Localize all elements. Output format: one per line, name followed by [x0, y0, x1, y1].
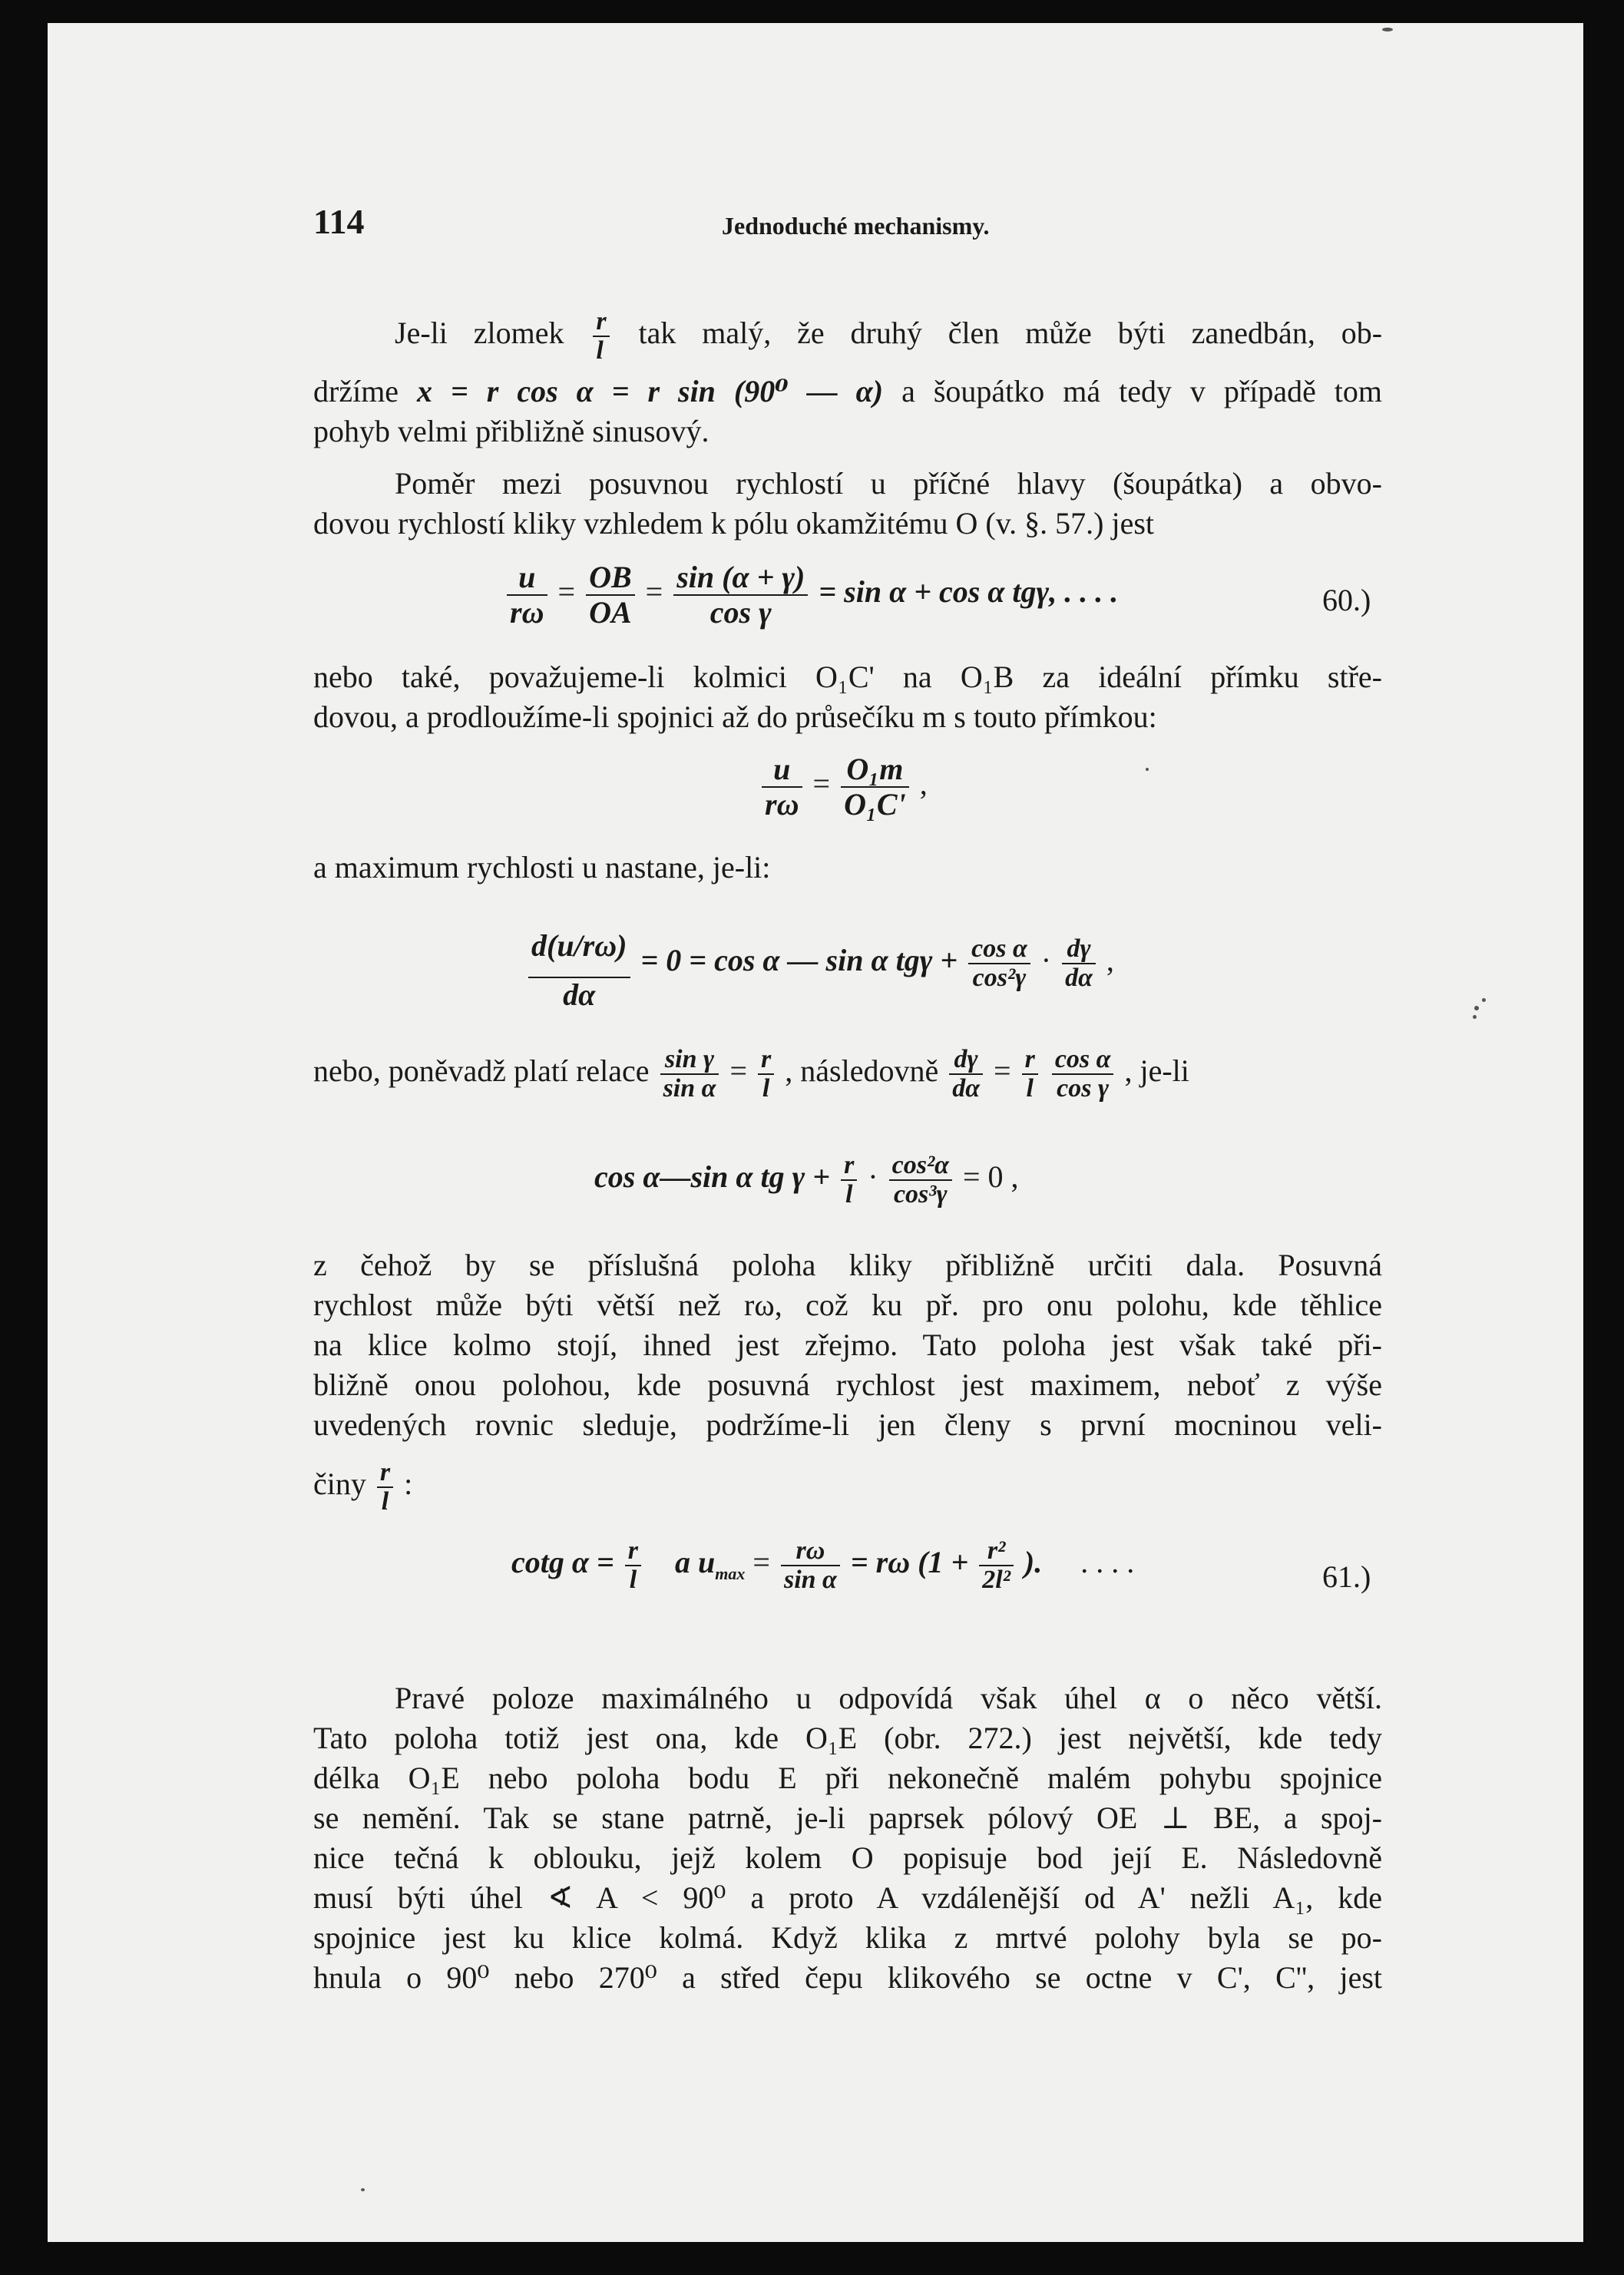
eq2-f2-num: O₁m	[841, 752, 909, 788]
equation-60-number: 60.)	[1322, 583, 1371, 617]
paragraph-4	[313, 848, 1382, 888]
para6-line6: musí býti úhel ∢ A < 90⁰ a proto A vzdálenější od A' nežli A₁, kde	[313, 1880, 1382, 1915]
para2-line1: Poměr mezi posuvnou rychlostí u příčné hlavy (šoupátka) a obvo-	[395, 466, 1382, 501]
para1-line2-equation: x = r cos α = r sin (90⁰ — α)	[417, 374, 884, 408]
para5-line6	[313, 1459, 412, 1516]
para1-line2-a: držíme	[313, 374, 399, 408]
para6-line5: nice tečná k oblouku, jejž kolem O popisuje bod její E. Následovně	[313, 1840, 1382, 1875]
eq2-f2-den: O₁C'	[844, 787, 906, 822]
para2-line2: dovou rychlostí kliky vzhledem k pólu okamžitému O (v. §. 57.) jest	[313, 506, 1154, 541]
eq61-dots: . . . .	[1080, 1545, 1135, 1580]
equation-derivative	[525, 915, 1114, 1012]
para6-line2: Tato poloha totiž jest ona, kde O₁E (obr. 272.) jest největší, kde tedy	[313, 1721, 1382, 1755]
eq5-tail: = 0 ,	[962, 1159, 1019, 1195]
eq4-tail: , je-li	[1124, 1053, 1189, 1089]
equation-u-over-rw: $\frac{u}{r\omega}$ = $\frac{\text{O₁m}}{\text{O₁C'}}$ ,	[759, 752, 928, 822]
equation-60: $\frac{u}{r\omega}$ = $\frac{OB}{OA}$ = $\frac{\sin (\alpha + \gamma)}{\text{cos γ}}$ = sin α + cos α tgγ, . . . .	[504, 560, 1118, 630]
para1-line3: pohyb velmi přibližně sinusový.	[313, 414, 709, 448]
speck	[1474, 1006, 1479, 1010]
para3-line2: dovou, a prodloužíme-li spojnici až do průsečíku m s touto přímkou:	[313, 699, 1157, 734]
eq61-a: cotg α =	[511, 1545, 614, 1580]
eq4-f1-num: sin γ	[660, 1046, 719, 1075]
para1-line1-b: tak malý, že druhý člen může býti zanedbán, ob-	[638, 316, 1383, 350]
para3-line1: nebo také, považujeme-li kolmici O₁C' na O₁B za ideální přímku stře-	[313, 660, 1382, 694]
eq3-lead-den: dα	[563, 977, 596, 1012]
eq3-tail: ,	[1106, 943, 1114, 978]
eq5-f2-num: cos²α	[889, 1152, 952, 1181]
eq4-mid: , následovně	[785, 1053, 939, 1089]
eq61-f2-num: rω	[781, 1537, 840, 1566]
eq61-d: = rω (1 +	[850, 1545, 969, 1580]
eq3-f2-den: cos²γ	[972, 964, 1027, 992]
eq4-eq2: =	[994, 1053, 1011, 1089]
eq2-tail: ,	[919, 766, 928, 802]
para6-line7: spojnice jest ku klice kolmá. Když klika z mrtvé polohy byla se po-	[313, 1920, 1382, 1955]
speck	[1146, 768, 1149, 771]
paragraph-6	[313, 1678, 1382, 1998]
paragraph-5	[313, 1245, 1382, 1445]
paragraph-1	[313, 306, 1382, 365]
speck	[1382, 28, 1393, 31]
equation-condition	[594, 1152, 1019, 1209]
speck	[1482, 998, 1486, 1002]
eq4-f1-den: sin α	[663, 1074, 716, 1103]
frac-num: r	[593, 308, 609, 337]
para6-line4: se nemění. Tak se stane patrně, je-li paprsek pólový OE ⊥ BE, a spoj-	[313, 1800, 1382, 1835]
eq2-f1-den: rω	[765, 787, 799, 822]
para5-line3: na klice kolmo stojí, ihned jest zřejmo. Tato poloha jest však také při-	[313, 1328, 1382, 1362]
eq61-f2-den: sin α	[783, 1566, 837, 1594]
equation-61	[511, 1537, 1134, 1594]
eq3-mid: = 0 = cos α — sin α tgγ +	[640, 943, 958, 978]
running-head: Jednoduché mechanismy.	[722, 212, 990, 240]
para6-line8: hnula o 90⁰ nebo 270⁰ a střed čepu klikového se octne v C', C'', jest	[313, 1960, 1382, 1995]
para6-line1: Pravé poloze maximálného u odpovídá však úhel α o něco větší.	[395, 1681, 1382, 1715]
eq60-f2-num: OB	[586, 560, 635, 596]
eq61-f3-den: 2l²	[982, 1566, 1010, 1594]
eq4-f5-den: cos γ	[1057, 1074, 1110, 1103]
eq3-f2-num: cos α	[968, 935, 1030, 964]
eq4-f4-num: r	[1022, 1046, 1038, 1075]
eq3-f3-den: dα	[1065, 964, 1093, 992]
eq61-b: a u	[675, 1545, 716, 1580]
eq61-f1-den: l	[629, 1566, 637, 1594]
page-number: 114	[313, 202, 365, 241]
eq5-f1-den: l	[845, 1180, 853, 1209]
eq4-f3-den: dα	[952, 1074, 981, 1103]
eq5-a: cos α—sin α tg γ +	[594, 1159, 831, 1195]
eq5-f1-num: r	[841, 1152, 857, 1181]
para1-line1-a: Je-li zlomek	[395, 316, 564, 350]
para6-line3: délka O₁E nebo poloha bodu E při nekonečně malém pohybu spojnice	[313, 1761, 1382, 1795]
eq4-f5-num: cos α	[1052, 1046, 1114, 1075]
eq5-dot: ·	[868, 1159, 878, 1195]
eq60-f3-den: cos γ	[709, 595, 772, 630]
eq4-f3-num: dγ	[949, 1046, 983, 1075]
fraction-r-over-l	[593, 308, 609, 365]
paragraph-1-cont	[313, 372, 1382, 451]
eq60-rest: = sin α + cos α tgγ, . . . .	[819, 574, 1119, 610]
paragraph-2	[313, 464, 1382, 544]
equation-61-number: 61.)	[1322, 1559, 1371, 1594]
equation-relation	[313, 1046, 1189, 1103]
para1-line2-b: a šoupátko má tedy v případě tom	[901, 374, 1383, 408]
eq4-f2-den: l	[762, 1074, 770, 1103]
para5-line5: uvedených rovnic sleduje, podržíme-li jen členy s první mocninou veli-	[313, 1407, 1382, 1442]
eq4-f2-num: r	[758, 1046, 774, 1075]
para4-line1: a maximum rychlosti u nastane, je-li:	[313, 850, 771, 885]
eq61-sub: max	[715, 1564, 746, 1584]
para5-line2: rychlost může býti větší než rω, což ku př. pro onu polohu, kde těhlice	[313, 1288, 1382, 1322]
eq61-f1-num: r	[625, 1537, 641, 1566]
eq61-e: ).	[1024, 1545, 1043, 1580]
para5-frac-den: l	[381, 1487, 389, 1516]
speck	[1473, 1015, 1477, 1019]
frac-den: l	[596, 336, 604, 365]
eq60-f2-den: OA	[589, 595, 632, 630]
para5-line4: bližně onou polohou, kde posuvná rychlost jest maximem, neboť z výše	[313, 1367, 1382, 1402]
speck	[361, 2188, 365, 2191]
eq4-f4-den: l	[1026, 1074, 1034, 1103]
eq5-f2-den: cos³γ	[893, 1180, 948, 1209]
eq4-lead: nebo, poněvadž platí relace	[313, 1053, 650, 1089]
eq2-f1-num: u	[762, 752, 802, 788]
para5-frac-num: r	[377, 1459, 393, 1488]
eq3-f3-num: dγ	[1062, 935, 1096, 964]
para5-line6-b: :	[404, 1467, 413, 1502]
para5-line1: z čehož by se příslušná poloha kliky přibližně určiti dala. Posuvná	[313, 1248, 1382, 1282]
eq60-f1-num: u	[507, 560, 547, 596]
eq3-dot: ·	[1040, 943, 1052, 978]
eq4-eq: =	[729, 1053, 748, 1089]
para5-line6-a: činy	[313, 1467, 366, 1502]
eq60-f1-den: rω	[510, 595, 544, 630]
eq60-f3-num: sin (α + γ)	[673, 560, 808, 596]
eq3-lead-num: d(u/rω)	[528, 915, 630, 978]
eq61-c: =	[752, 1545, 770, 1580]
eq61-f3-num: r²	[979, 1537, 1014, 1566]
paragraph-3	[313, 657, 1382, 737]
